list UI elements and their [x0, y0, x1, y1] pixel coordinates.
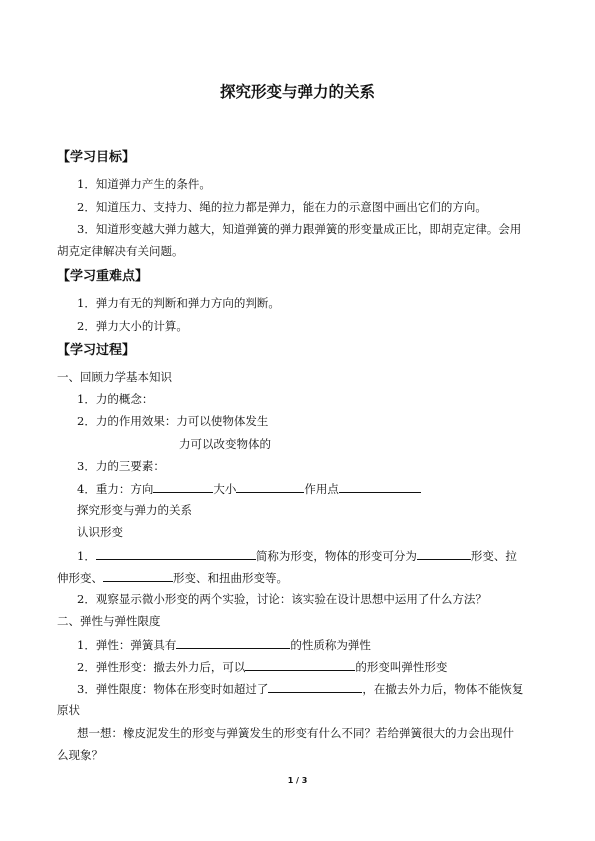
document-title: 探究形变与弹力的关系: [219, 83, 375, 101]
deformation-type-blank-1[interactable]: [417, 548, 471, 560]
elastic-deformation-label: 2．弹性形变：撤去外力后，可以: [77, 660, 246, 674]
deformation-text-4: 形变、和扭曲形变等。: [173, 571, 288, 585]
explore-heading: 探究形变与弹力的关系: [77, 503, 192, 517]
elastic-limit-label: 3．弹性限度：物体在形变时如超过了: [77, 682, 269, 696]
force-three-elements: 3．力的三要素：: [77, 459, 165, 473]
goal-item-1: 1．知道弹力产生的条件。: [77, 177, 211, 191]
elastic-limit-text: ，在撤去外力后，物体不能恢复: [362, 682, 524, 696]
part2-heading: 二、弹性与弹性限度: [57, 614, 161, 628]
deformation-text-2: 形变、拉: [470, 549, 517, 563]
gravity-point-blank[interactable]: [339, 481, 421, 493]
gravity-direction-label: 4．重力：方向: [77, 482, 154, 496]
goal-item-3: 3．知道形变越大弹力越大，知道弹簧的弹力跟弹簧的形变量成正比，即胡克定律。会用: [77, 222, 522, 236]
gravity-direction-blank[interactable]: [153, 481, 213, 493]
elasticity-line: [77, 637, 371, 652]
think-question-2: 么现象？: [57, 748, 103, 762]
key-point-1: 1．弹力有无的判断和弹力方向的判断。: [77, 296, 280, 310]
key-points-heading: 【学习重难点】: [57, 269, 149, 284]
elastic-deformation-blank[interactable]: [245, 659, 355, 671]
gravity-line: [77, 481, 421, 496]
force-concept: 1．力的概念：: [77, 392, 154, 406]
think-question-1: 想一想：橡皮泥发生的形变与弹簧发生的形变有什么不同？若给弹簧很大的力会出现什: [77, 726, 514, 740]
goal-item-2: 2．知道压力、支持力、绳的拉力都是弹力，能在力的示意图中画出它们的方向。: [77, 200, 487, 214]
elasticity-label: 1．弹性：弹簧具有: [77, 638, 177, 652]
key-point-2: 2．弹力大小的计算。: [77, 319, 188, 333]
gravity-point-label: 作用点: [304, 482, 339, 496]
deformation-text-3: 伸形变、: [57, 571, 103, 585]
elasticity-text: 的性质称为弹性: [290, 638, 371, 652]
deformation-number: 1．: [77, 549, 96, 563]
elasticity-blank[interactable]: [176, 637, 290, 649]
goal-item-3-cont: 胡克定律解决有关问题。: [57, 244, 184, 258]
force-effect-1: 2．力的作用效果：力可以使物体发生: [77, 414, 269, 428]
elastic-deformation-text: 的形变叫弹性形变: [355, 660, 448, 674]
elastic-limit-blank[interactable]: [268, 681, 362, 693]
deformation-type-blank-2[interactable]: [103, 570, 173, 582]
deformation-text-1: 简称为形变，物体的形变可分为: [255, 549, 417, 563]
recognize-heading: 认识形变: [77, 525, 123, 539]
page-number: 1 / 3: [287, 776, 308, 785]
micro-deformation-question: 2．观察显示微小形变的两个实验，讨论：该实验在设计思想中运用了什么方法？: [77, 592, 487, 606]
deformation-line-1: [77, 548, 517, 563]
gravity-magnitude-blank[interactable]: [236, 481, 304, 493]
deformation-definition-blank[interactable]: [96, 548, 256, 560]
gravity-magnitude-label: 大小: [213, 482, 237, 496]
elastic-limit-cont: 原状: [57, 703, 80, 717]
force-effect-2: 力可以改变物体的: [179, 437, 271, 451]
elastic-deformation-line: [77, 659, 447, 674]
part1-heading: 一、回顾力学基本知识: [57, 370, 172, 384]
goals-heading: 【学习目标】: [57, 150, 136, 165]
process-heading: 【学习过程】: [57, 343, 136, 358]
deformation-line-2: [57, 570, 288, 585]
elastic-limit-line: [77, 681, 523, 696]
